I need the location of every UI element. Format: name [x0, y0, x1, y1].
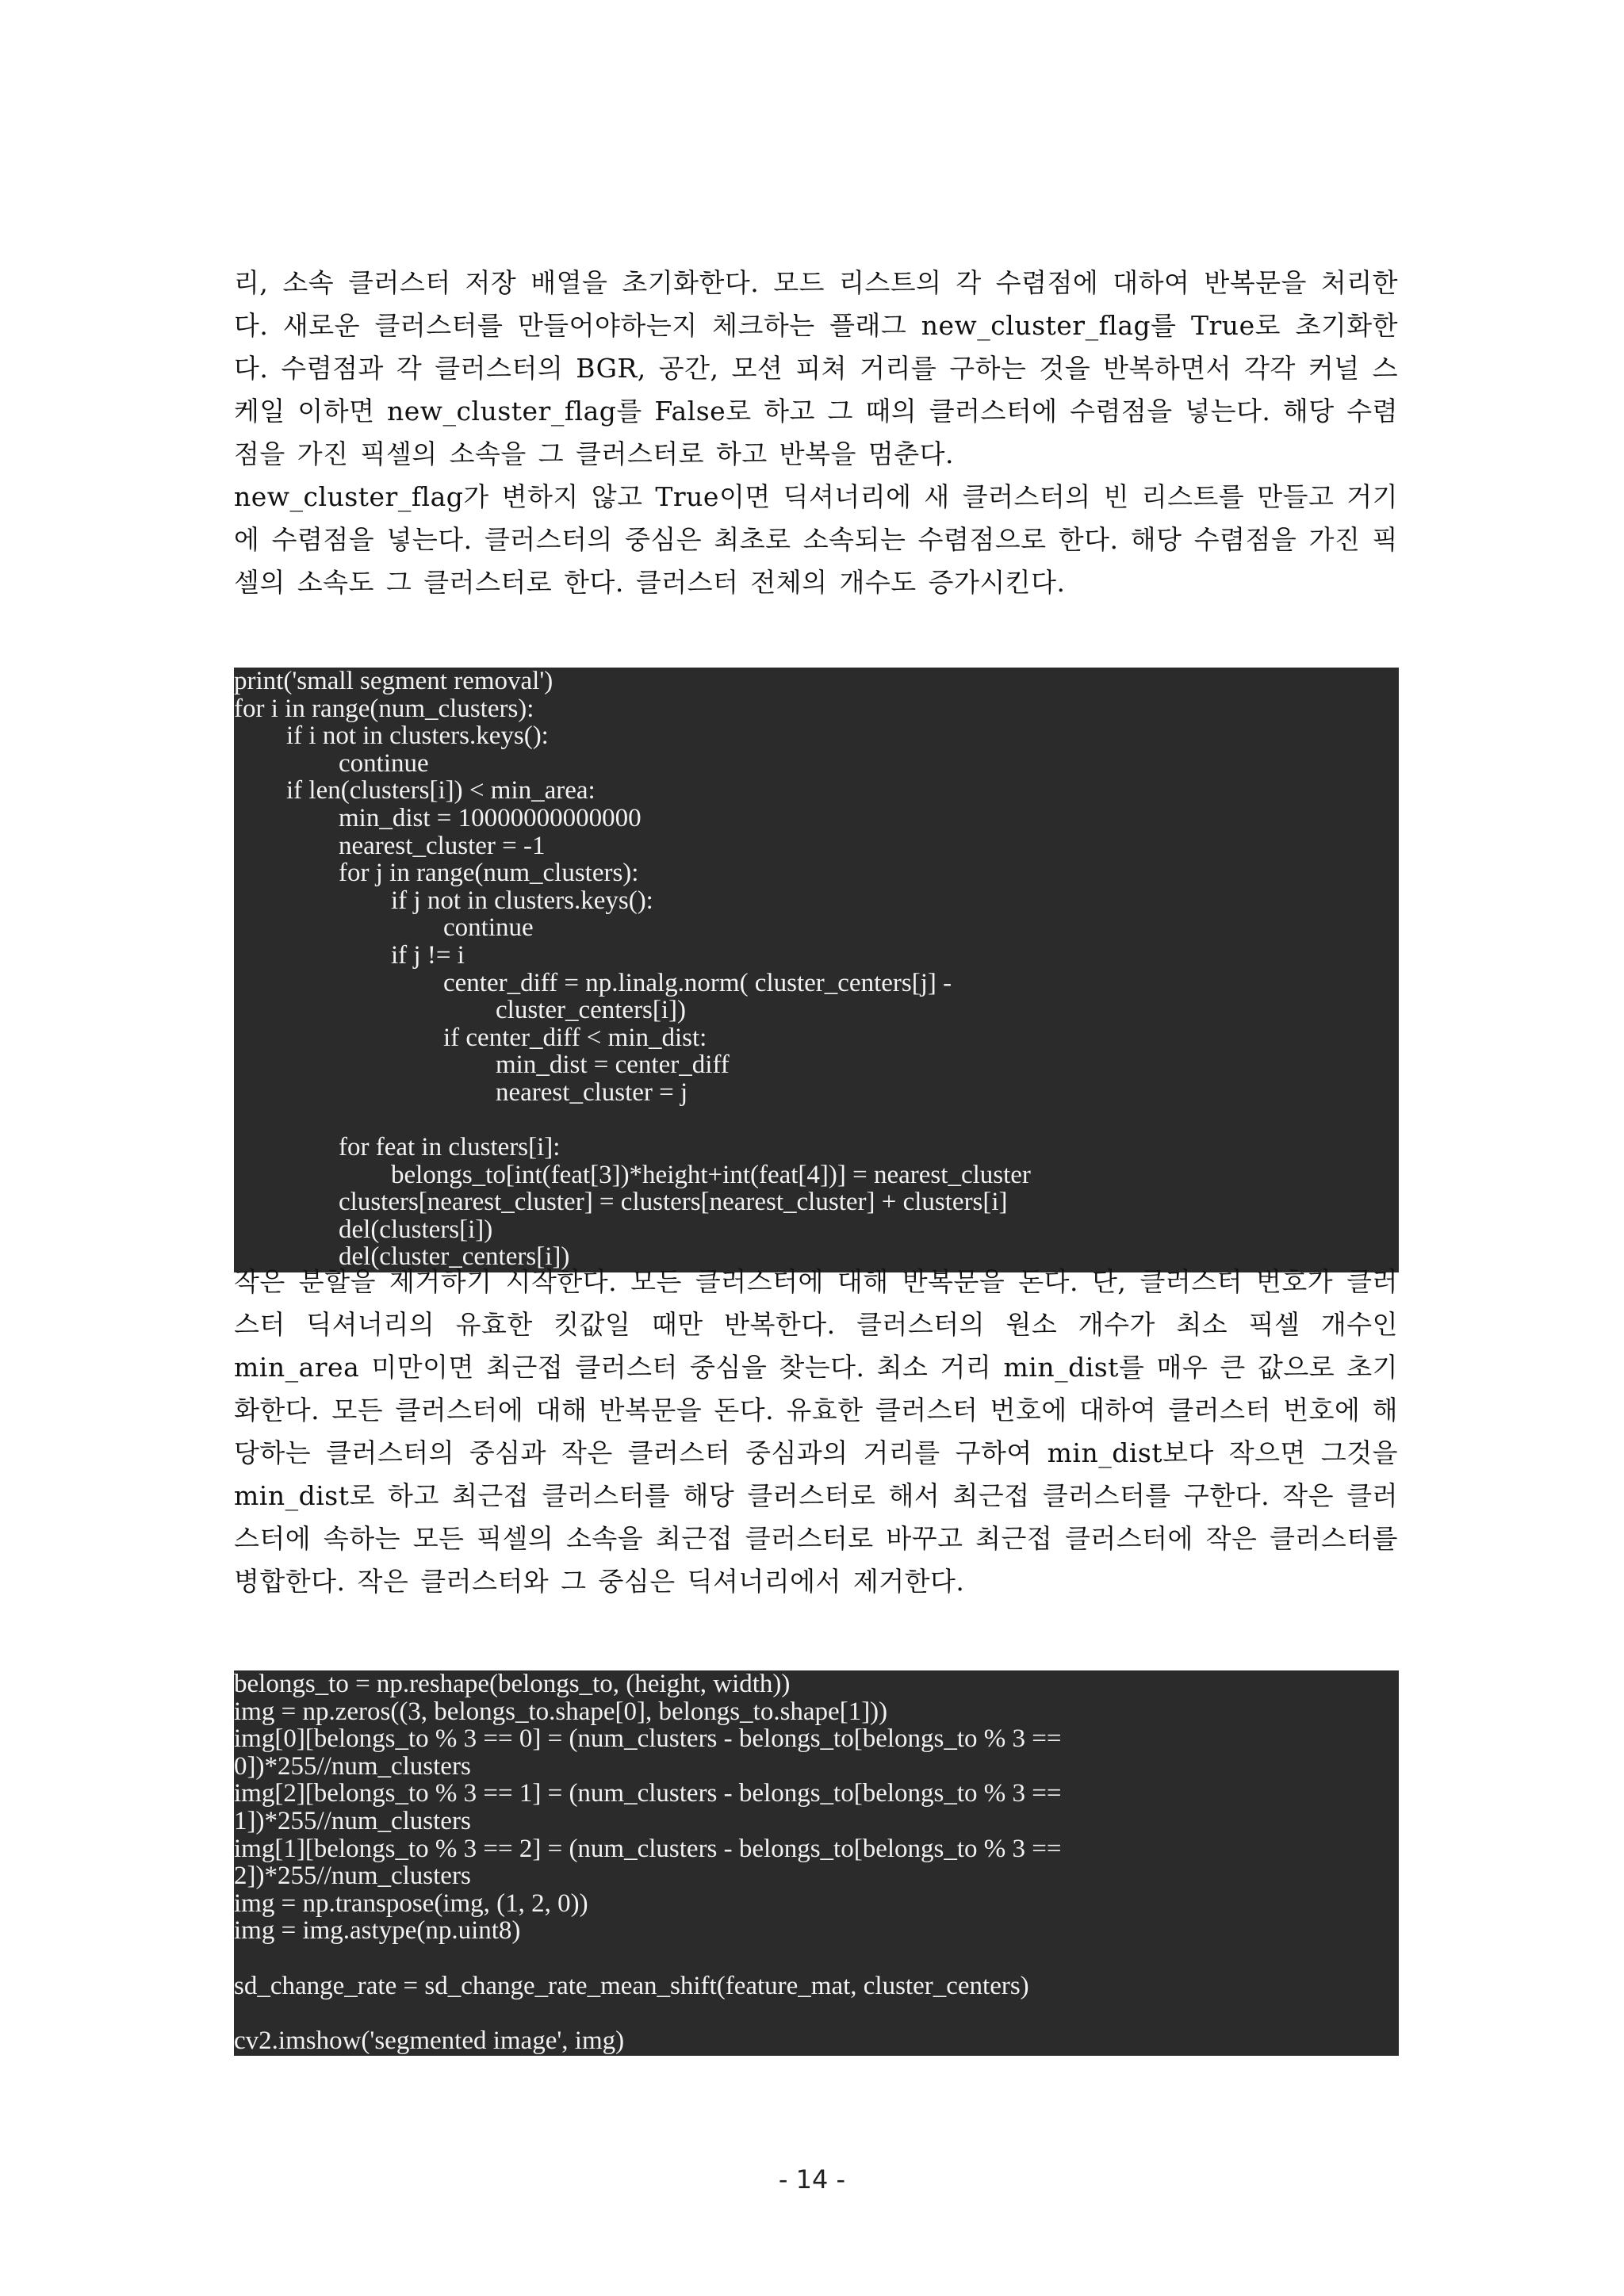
paragraph-text: new_cluster_flag가 변하지 않고 True이면 딕셔너리에 새 클러스터의 빈 리스트를 만들고 거기에 수렴점을 넣는다. 클러스터의 중심은 최초로 소속되는 수렴점으로 한다. 해당 수렴점을 가진 픽셀의 소속도 그 클러스터로 한다. 클러스터 전체의 개수도 증가시킨다. [234, 481, 1398, 598]
code-line: img = np.zeros((3, belongs_to.shape[0], belongs_to.shape[1])) [234, 1697, 888, 1726]
code-line: img = np.transpose(img, (1, 2, 0)) [234, 1888, 588, 1918]
code-line: img = img.astype(np.uint8) [234, 1916, 521, 1946]
code-line: nearest_cluster = -1 [234, 831, 546, 860]
code-line [234, 1999, 1399, 2027]
code-line: img[0][belongs_to % 3 == 0] = (num_clusters - belongs_to[belongs_to % 3 == [234, 1724, 1062, 1754]
code-line: if center_diff < min_dist: [234, 1023, 707, 1052]
code-line: 1])*255//num_clusters [234, 1806, 471, 1835]
code-line: if j != i [234, 940, 465, 970]
code-line: belongs_to[int(feat[3])*height+int(feat[4])] = nearest_cluster [234, 1160, 1031, 1189]
code-line: min_dist = 10000000000000 [234, 803, 642, 832]
code-line: if j not in clusters.keys(): [234, 886, 653, 915]
code-line: cv2.imshow('segmented image', img) [234, 2026, 625, 2055]
code-line: cluster_centers[i]) [234, 996, 687, 1025]
code-line: for j in range(num_clusters): [234, 859, 639, 888]
code-line: 0])*255//num_clusters [234, 1751, 471, 1781]
code-block [234, 668, 1399, 1272]
code-line: 2])*255//num_clusters [234, 1862, 471, 1891]
code-line: sd_change_rate = sd_change_rate_mean_shift(feature_mat, cluster_centers) [234, 1971, 1029, 2000]
code-line: min_dist = center_diff [234, 1050, 730, 1080]
code-line: del(cluster_centers[i]) [234, 1242, 570, 1272]
code-line: nearest_cluster = j [234, 1077, 688, 1107]
code-line: belongs_to = np.reshape(belongs_to, (height, width)) [234, 1670, 791, 1698]
code-line: center_diff = np.linalg.norm( cluster_centers[j] - [234, 968, 952, 997]
code-line: for feat in clusters[i]: [234, 1133, 561, 1162]
code-line: print('small segment removal') [234, 668, 553, 695]
code-line [234, 1107, 1399, 1135]
code-line: continue [234, 913, 534, 943]
code-line: for i in range(num_clusters): [234, 694, 534, 723]
body-paragraph: 작은 분할을 제거하기 시작한다. 모든 클러스터에 대해 반복문을 돈다. 단, 클러스터 번호가 클러스터 딕셔너리의 유효한 킷값일 때만 반복한다. 클러스터의 원소 개수가 최소 픽셀 개수인 min_area 미만이면 최근접 클러스터 중심을 찾는다. 최소 거리 min_dist를 매우 큰 값으로 초기화한다. 모든 클러스터에 대해 반복문을 돈다. 유효한 클러스터 번호에 대하여 클러스터 번호에 해당하는 클러스터의 중심과 작은 클러스터 중심과의 거리를 구하여 min_dist보다 작으면 그것을 min_dist로 하고 최근접 클러스터를 해당 클러스터로 해서 최근접 클러스터를 구한다. 작은 클러스터에 속하는 모든 픽셀의 소속을 최근접 클러스터로 바꾸고 최근접 클러스터에 작은 클러스터를 병합한다. 작은 클러스터와 그 중심은 딕셔너리에서 제거한다. [234, 1266, 1398, 1597]
code-line: if i not in clusters.keys(): [234, 721, 549, 751]
code-line: del(clusters[i]) [234, 1215, 493, 1244]
code-line [234, 1945, 1399, 1973]
code-line: img[2][belongs_to % 3 == 1] = (num_clusters - belongs_to[belongs_to % 3 == [234, 1779, 1062, 1808]
code-line: if len(clusters[i]) < min_area: [234, 776, 596, 806]
code-line: clusters[nearest_cluster] = clusters[nearest_cluster] + clusters[i] [234, 1188, 1008, 1217]
body-paragraph [234, 262, 1398, 604]
code-line: continue [234, 748, 429, 778]
page-number: - 14 - [778, 2164, 846, 2195]
paragraph-text: 리, 소속 클러스터 저장 배열을 초기화한다. 모드 리스트의 각 수렴점에 대하여 반복문을 처리한다. 새로운 클러스터를 만들어야하는지 체크하는 플래그 new_cluster_flag를 True로 초기화한다. 수렴점과 각 클러스터의 BGR, 공간, 모션 피쳐 거리를 구하는 것을 반복하면서 각각 커널 스케일 이하면 new_cluster_flag를 False로 하고 그 때의 클러스터에 수렴점을 넣는다. 해당 수렴점을 가진 픽셀의 소속을 그 클러스터로 하고 반복을 멈춘다. [234, 267, 1398, 469]
code-line: img[1][belongs_to % 3 == 2] = (num_clusters - belongs_to[belongs_to % 3 == [234, 1834, 1062, 1863]
code-block [234, 1670, 1399, 2056]
